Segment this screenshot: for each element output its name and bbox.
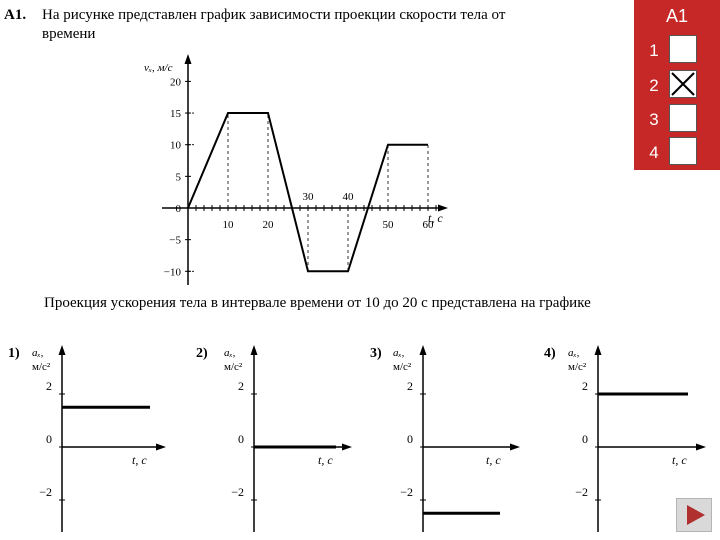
x-axis-label: t, с — [318, 453, 333, 467]
option-3-label: 3 — [649, 110, 659, 129]
option-number-label: 2) — [196, 346, 208, 361]
y-tick-label: 20 — [170, 76, 181, 89]
option-2-checkbox[interactable] — [669, 70, 697, 98]
answer-panel-title: A1 — [665, 6, 689, 26]
y-axis-label: aₓ, — [568, 347, 580, 359]
y-tick-label: 5 — [175, 171, 181, 184]
y-axis-label: aₓ, — [224, 347, 236, 359]
x-tick-label: 60 — [422, 219, 434, 231]
x-axis-label: t, с — [132, 453, 147, 467]
y-tick-label: −5 — [169, 234, 181, 247]
next-button[interactable] — [676, 498, 712, 532]
play-arrow-icon — [677, 499, 711, 531]
y-axis-arrow — [185, 54, 192, 64]
y-tick-label: 10 — [170, 139, 181, 152]
question-text-line3: Проекция ускорения тела в интервале времени от 10 до 20 с представлена на графике — [44, 295, 591, 311]
option-3-checkbox[interactable] — [669, 104, 697, 132]
x-tick-label: 20 — [262, 219, 274, 231]
y-axis-unit: м/с² — [32, 361, 51, 373]
question-text-line2: времени — [42, 26, 96, 42]
y-tick-label: 0 — [46, 432, 52, 446]
question-text-line1: На рисунке представлен график зависимости проекции скорости тела от — [42, 7, 506, 23]
question-number: A1. — [4, 7, 27, 23]
option-number-label: 1) — [8, 346, 20, 361]
y-axis-label: vₓ, м/с — [144, 62, 173, 74]
y-axis-unit: м/с² — [224, 361, 243, 373]
y-tick-label: 2 — [407, 379, 413, 393]
x-tick-label: 10 — [222, 219, 234, 231]
option-4-label: 4 — [649, 143, 659, 162]
y-tick-label: 0 — [175, 203, 181, 215]
x-tick-label: 30 — [302, 191, 314, 203]
x-tick-label: 40 — [342, 191, 354, 203]
y-tick-label: 0 — [582, 432, 588, 446]
y-tick-label: 2 — [582, 379, 588, 393]
y-tick-label: 2 — [238, 379, 244, 393]
x-axis-label: t, с — [672, 453, 687, 467]
y-axis-label: aₓ, — [393, 347, 405, 359]
y-tick-label: 0 — [407, 432, 413, 446]
option-2-label: 2 — [649, 76, 659, 95]
y-tick-label: −2 — [231, 485, 244, 499]
y-tick-label: −2 — [39, 485, 52, 499]
y-tick-label: 15 — [170, 108, 181, 121]
option-4-checkbox[interactable] — [669, 137, 697, 165]
answer-panel — [634, 0, 720, 170]
option-number-label: 4) — [544, 346, 556, 361]
y-tick-label: −10 — [163, 266, 181, 279]
y-axis-label: aₓ, — [32, 347, 44, 359]
option-number-label: 3) — [370, 346, 382, 361]
x-tick-label: 50 — [382, 219, 394, 231]
y-tick-label: 0 — [238, 432, 244, 446]
option-1-checkbox[interactable] — [669, 35, 697, 63]
checked-x-icon — [670, 71, 696, 97]
y-tick-label: 2 — [46, 379, 52, 393]
option-1-label: 1 — [649, 41, 659, 60]
y-axis-unit: м/с² — [393, 361, 412, 373]
y-tick-label: −2 — [575, 485, 588, 499]
x-axis-label: t, с — [428, 211, 443, 225]
y-tick-label: −2 — [400, 485, 413, 499]
x-axis-label: t, с — [486, 453, 501, 467]
y-axis-unit: м/с² — [568, 361, 587, 373]
